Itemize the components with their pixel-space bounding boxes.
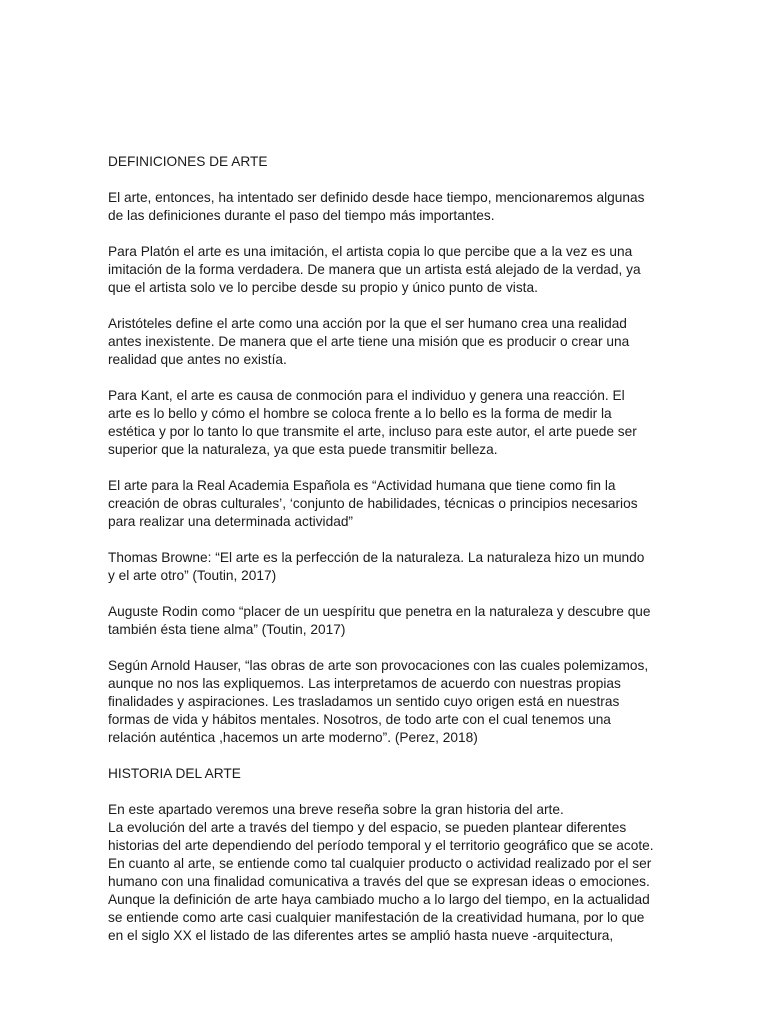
paragraph-aristoteles: Aristóteles define el arte como una acción por la que el ser humano crea una realidad antes inexistente. De manera que el arte tiene una misión que es producir o crear una realidad que antes no existía.: [108, 316, 630, 367]
paragraph-kant: Para Kant, el arte es causa de conmoción para el individuo y genera una reacción. El arte es lo bello y cómo el hombre se coloca frente a lo bello es la forma de medir la estética y por lo tanto lo que transmite el arte, incluso para este autor, el arte puede ser superior que la naturaleza, ya que esta puede transmitir belleza.: [108, 388, 637, 457]
section-heading-history: HISTORIA DEL ARTE: [108, 766, 241, 781]
paragraph-browne: Thomas Browne: “El arte es la perfección de la naturaleza. La naturaleza hizo un mundo y el arte otro” (Toutin, 2017): [108, 550, 645, 583]
paragraph-hauser: Según Arnold Hauser, “las obras de arte son provocaciones con las cuales polemizamos, aunque no nos las expliquemos. Las interpretamos de acuerdo con nuestras propias finalidades y aspiraciones. Les trasladamos un sentido cuyo origen está en nuestras formas de vida y hábitos mentales. Nosotros, de todo arte con el cual tenemos una relación auténtica ,hacemos un arte moderno”. (Perez, 2018): [108, 658, 649, 745]
document-page: [108, 153, 708, 963]
paragraph-rae: El arte para la Real Academia Española es “Actividad humana que tiene como fin la creación de obras culturales’, ‘conjunto de habilidades, técnicas o principios necesarios para realizar una determinada actividad”: [108, 478, 638, 529]
paragraph-intro: El arte, entonces, ha intentado ser definido desde hace tiempo, mencionaremos algunas de las definiciones durante el paso del tiempo más importantes.: [108, 190, 645, 223]
paragraph-rodin: Auguste Rodin como “placer de un uespíritu que penetra en la naturaleza y descubre que también ésta tiene alma” (Toutin, 2017): [108, 604, 651, 637]
section-heading-definitions: DEFINICIONES DE ARTE: [108, 154, 268, 169]
paragraph-platon: Para Platón el arte es una imitación, el artista copia lo que percibe que a la vez es una imitación de la forma verdadera. De manera que un artista está alejado de la verdad, ya que el artista solo ve lo percibe desde su propio y único punto de vista.: [108, 244, 641, 295]
paragraph-history: En este apartado veremos una breve reseña sobre la gran historia del arte. La evolución del arte a través del tiempo y del espacio, se pueden plantear diferentes historias del arte dependiendo del período temporal y el territorio geográfico que se acote. En cuanto al arte, se entiende como tal cualquier producto o actividad realizado por el ser humano con una finalidad comunicativa a través del que se expresan ideas o emociones. Aunque la definición de arte haya cambiado mucho a lo largo del tiempo, en la actualidad se entiende como arte casi cualquier manifestación de la creatividad humana, por lo que en el siglo XX el listado de las diferentes artes se amplió hasta nueve -arquitectura,: [108, 802, 654, 943]
